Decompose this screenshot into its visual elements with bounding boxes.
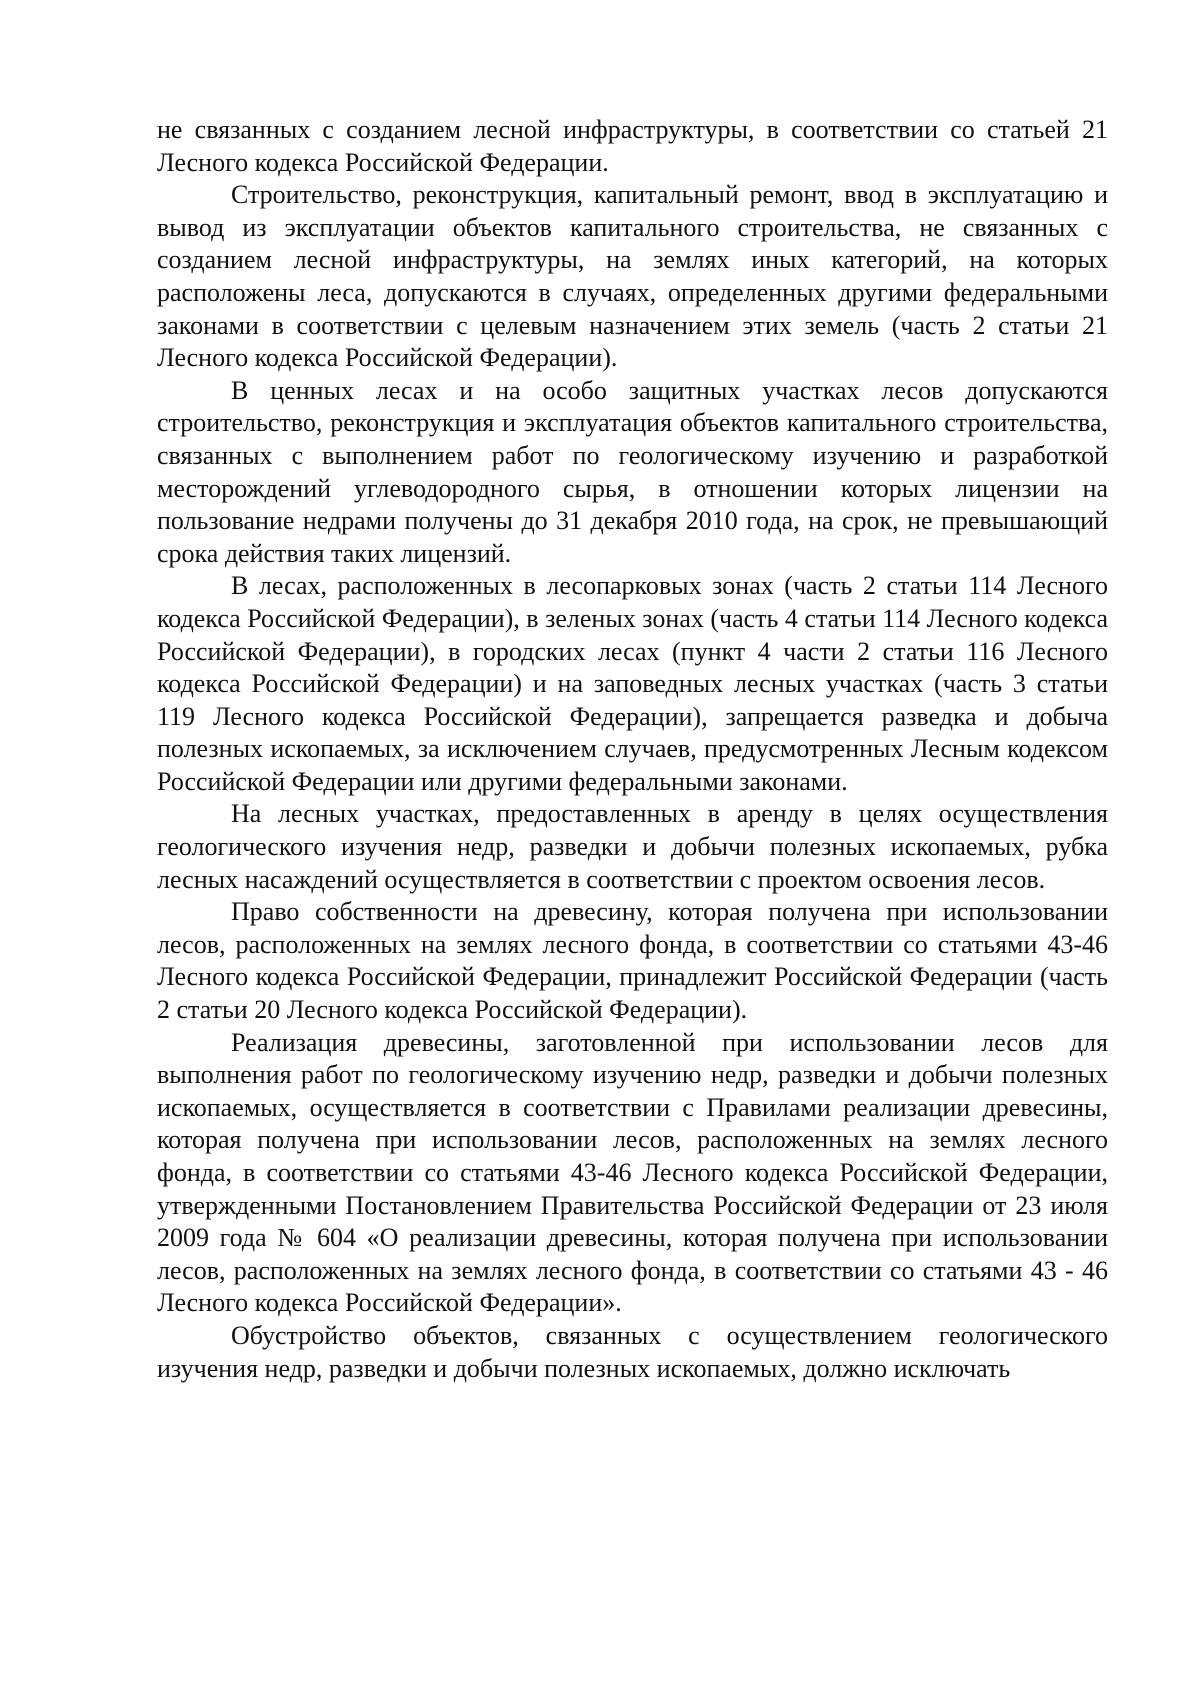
paragraph-construction: Строительство, реконструкция, капитальный ремонт, ввод в эксплуатацию и вывод из эксплуатации объектов капитального строительства, не связанных с созданием лесной инфраструктуры, на землях иных категорий, на которых расположены леса, допускаются в случаях, определенных другими федеральными законами в соответствии с целевым назначением этих земель (часть 2 статьи 21 Лесного кодекса Российской Федерации). [157, 180, 1108, 373]
paragraph-leased-plots: На лесных участках, предоставленных в аренду в целях осуществления геологического изучения недр, разведки и добычи полезных ископаемых, рубка лесных насаждений осуществляется в соответствии с проектом освоения лесов. [157, 799, 1108, 894]
paragraph-facilities: Обустройство объектов, связанных с осуществлением геологического изучения недр, разведки и добычи полезных ископаемых, должно исключать [157, 1320, 1108, 1383]
document-body [157, 114, 1108, 1385]
paragraph-forest-park-zones: В лесах, расположенных в лесопарковых зонах (часть 2 статьи 114 Лесного кодекса Российской Федерации), в зеленых зонах (часть 4 статьи 114 Лесного кодекса Российской Федерации), в городских лесах (пункт 4 части 2 статьи 116 Лесного кодекса Российской Федерации) и на заповедных лесных участках (часть 3 статьи 119 Лесного кодекса Российской Федерации), запрещается разведка и добыча полезных ископаемых, за исключением случаев, предусмотренных Лесным кодексом Российской Федерации или другими федеральными законами. [157, 571, 1108, 796]
paragraph-timber-sale: Реализация древесины, заготовленной при использовании лесов для выполнения работ по геологическому изучению недр, разведки и добычи полезных ископаемых, осуществляется в соответствии с Правилами реализации древесины, которая получена при использовании лесов, расположенных на землях лесного фонда, в соответствии со статьями 43-46 Лесного кодекса Российской Федерации, утвержденными Постановлением Правительства Российской Федерации от 23 июля 2009 года № 604 «О реализации древесины, которая получена при использовании лесов, расположенных на землях лесного фонда, в соответствии со статьями 43 - 46 Лесного кодекса Российской Федерации». [157, 1027, 1108, 1318]
paragraph-valuable-forests: В ценных лесах и на особо защитных участках лесов допускаются строительство, реконструкция и эксплуатация объектов капитального строительства, связанных с выполнением работ по геологическому изучению и разработкой месторождений углеводородного сырья, в отношении которых лицензии на пользование недрами получены до 31 декабря 2010 года, на срок, не превышающий срока действия таких лицензий. [157, 375, 1108, 568]
paragraph-timber-ownership: Право собственности на древесину, которая получена при использовании лесов, расположенных на землях лесного фонда, в соответствии со статьями 43-46 Лесного кодекса Российской Федерации, принадлежит Российской Федерации (часть 2 статьи 20 Лесного кодекса Российской Федерации). [157, 897, 1108, 1025]
paragraph-continuation: не связанных с созданием лесной инфраструктуры, в соответствии со статьей 21 Лесного кодекса Российской Федерации. [157, 115, 1108, 177]
